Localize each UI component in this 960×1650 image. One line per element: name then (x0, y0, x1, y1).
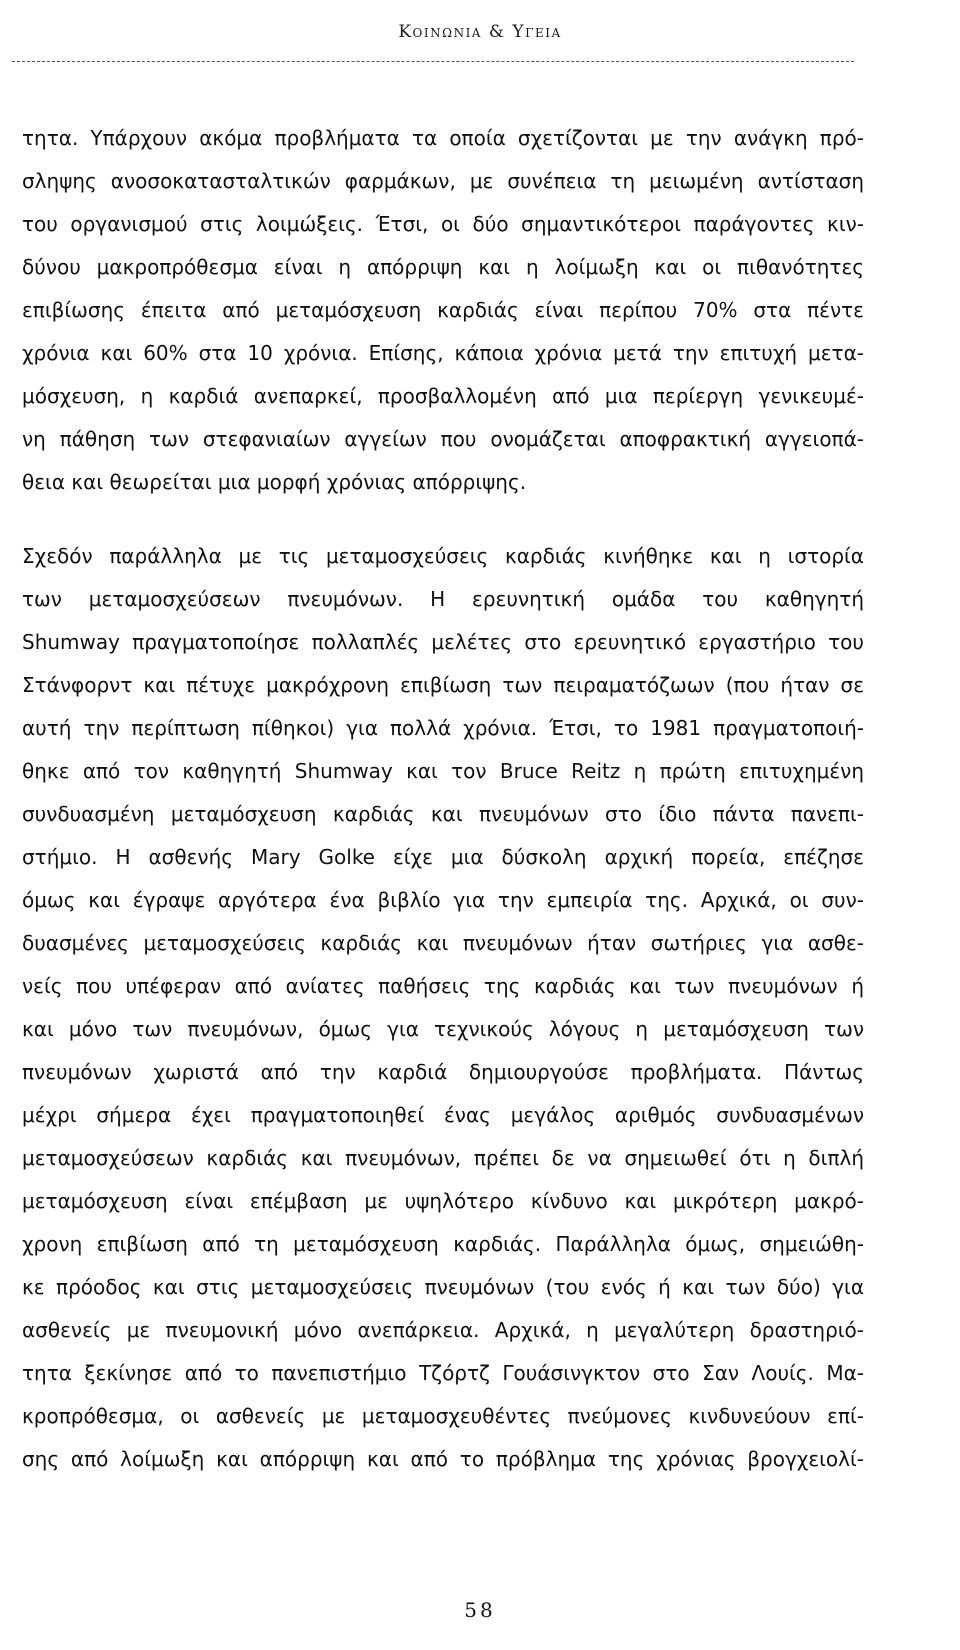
text-line: δυασμένες μεταμοσχεύσεις καρδιάς και πνευμόνων ήταν σωτήριες για ασθε- (22, 931, 864, 955)
text-line: όμως και έγραψε αργότερα ένα βιβλίο για την εμπειρία της. Αρχικά, οι συν- (22, 888, 864, 912)
text-line: αυτή την περίπτωση πίθηκοι) για πολλά χρόνια. Έτσι, το 1981 πραγματοποιή- (22, 716, 864, 740)
text-line: κε πρόοδος και στις μεταμοσχεύσεις πνευμόνων (του ενός ή και των δύο) για (22, 1275, 864, 1299)
text-line: μεταμόσχευση είναι επέμβαση με υψηλότερο κίνδυνο και μικρότερη μακρό- (22, 1189, 864, 1213)
text-line: νείς που υπέφεραν από ανίατες παθήσεις της καρδιάς και των πνευμόνων ή (22, 974, 864, 998)
text-line: Σχεδόν παράλληλα με τις μεταμοσχεύσεις καρδιάς κινήθηκε και η ιστορία (22, 544, 864, 568)
text-line: Shumway πραγματοποίησε πολλαπλές μελέτες στο ερευνητικό εργαστήριο του (22, 630, 864, 654)
text-line: θεια και θεωρείται μια μορφή χρόνιας απόρριψης. (22, 470, 527, 494)
page-number: 58 (464, 1598, 496, 1622)
text-line: τητα ξεκίνησε από το πανεπιστήμιο Τζόρτζ Γουάσινγκτον στο Σαν Λουίς. Μα- (22, 1361, 864, 1385)
text-line: των μεταμοσχεύσεων πνευμόνων. Η ερευνητική ομάδα του καθηγητή (22, 587, 864, 611)
text-line: χρόνια και 60% στα 10 χρόνια. Επίσης, κάποια χρόνια μετά την επιτυχή μετα- (22, 341, 864, 365)
paragraph-1 (22, 117, 864, 504)
text-line: μεταμοσχεύσεων καρδιάς και πνευμόνων, πρέπει δε να σημειωθεί ότι η διπλή (22, 1146, 864, 1170)
text-line: νη πάθηση των στεφανιαίων αγγείων που ονομάζεται αποφρακτική αγγειοπά- (22, 427, 864, 451)
text-line: θηκε από τον καθηγητή Shumway και τον Bruce Reitz η πρώτη επιτυχημένη (22, 759, 864, 783)
text-line: μέχρι σήμερα έχει πραγματοποιηθεί ένας μεγάλος αριθμός συνδυασμένων (22, 1103, 864, 1127)
text-line: δύνου μακροπρόθεσμα είναι η απόρριψη και η λοίμωξη και οι πιθανότητες (22, 255, 864, 279)
text-line: ασθενείς με πνευμονική μόνο ανεπάρκεια. Αρχικά, η μεγαλύτερη δραστηριό- (22, 1318, 864, 1342)
text-line: σληψης ανοσοκατασταλτικών φαρμάκων, με συνέπεια τη μειωμένη αντίσταση (22, 169, 864, 193)
running-head: Κοινωνια & Υγεια (398, 22, 562, 42)
text-line: στήμιο. Η ασθενής Mary Golke είχε μια δύσκολη αρχική πορεία, επέζησε (22, 845, 864, 869)
header-divider (12, 61, 854, 62)
text-line: και μόνο των πνευμόνων, όμως για τεχνικούς λόγους η μεταμόσχευση των (22, 1017, 864, 1041)
body-text (22, 117, 864, 1481)
text-line: του οργανισμού στις λοιμώξεις. Έτσι, οι δύο σημαντικότεροι παράγοντες κιν- (22, 212, 864, 236)
text-line: μόσχευση, η καρδιά ανεπαρκεί, προσβαλλομένη από μια περίεργη γενικευμέ- (22, 384, 864, 408)
text-line: Στάνφορντ και πέτυχε μακρόχρονη επιβίωση των πειραματόζωων (που ήταν σε (22, 673, 864, 697)
text-line: συνδυασμένη μεταμόσχευση καρδιάς και πνευμόνων στο ίδιο πάντα πανεπι- (22, 802, 864, 826)
text-line: επιβίωσης έπειτα από μεταμόσχευση καρδιάς είναι περίπου 70% στα πέντε (22, 298, 864, 322)
text-line: σης από λοίμωξη και απόρριψη και από το πρόβλημα της χρόνιας βρογχειολί- (22, 1447, 864, 1471)
text-line: πνευμόνων χωριστά από την καρδιά δημιουργούσε προβλήματα. Πάντως (22, 1060, 864, 1084)
text-line: χρονη επιβίωση από τη μεταμόσχευση καρδιάς. Παράλληλα όμως, σημειώθη- (22, 1232, 864, 1256)
paragraph-2 (22, 535, 864, 1481)
text-line: κροπρόθεσμα, οι ασθενείς με μεταμοσχευθέντες πνεύμονες κινδυνεύουν επί- (22, 1404, 864, 1428)
text-line: τητα. Υπάρχουν ακόμα προβλήματα τα οποία σχετίζονται με την ανάγκη πρό- (22, 126, 864, 150)
